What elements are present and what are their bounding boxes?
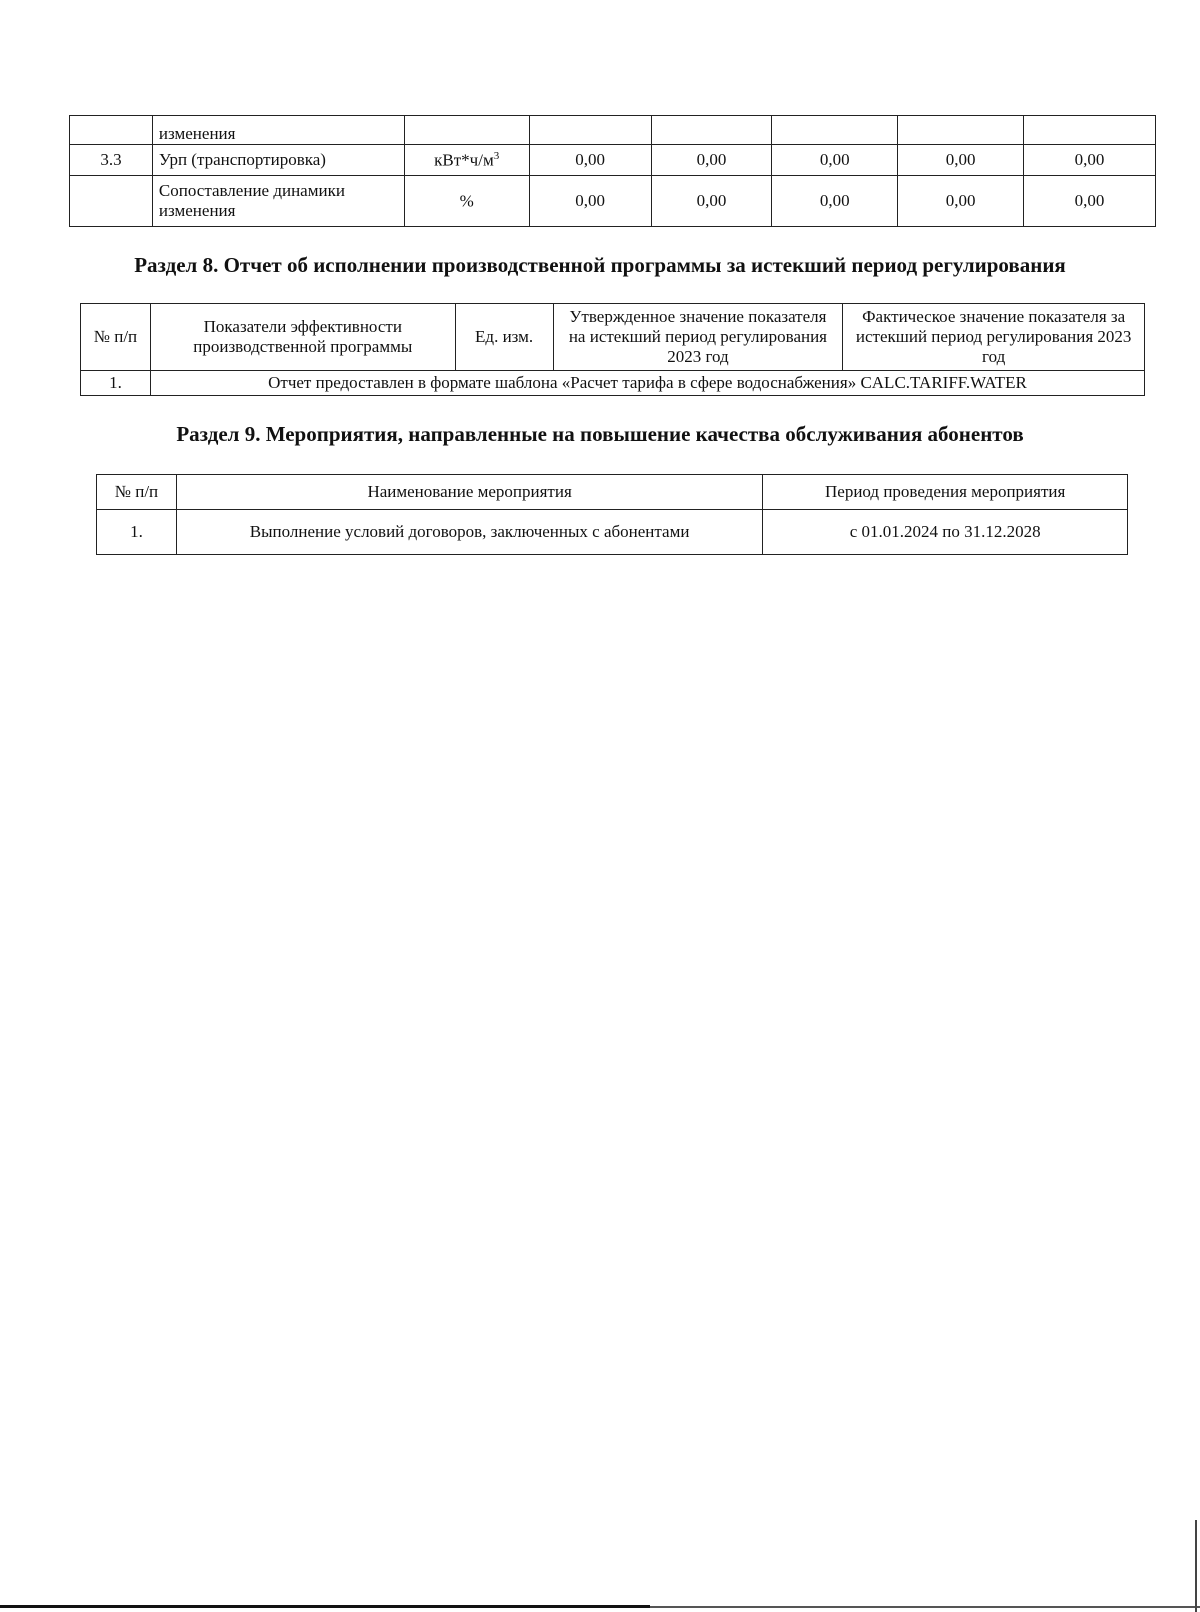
row-number bbox=[70, 116, 153, 145]
value-cell: 0,00 bbox=[898, 176, 1024, 227]
row-number: 1. bbox=[97, 510, 177, 555]
report-note: Отчет предоставлен в формате шаблона «Расчет тарифа в сфере водоснабжения» CALC.TARIFF.WATER bbox=[150, 371, 1144, 396]
measure-period: с 01.01.2024 по 31.12.2028 bbox=[763, 510, 1128, 555]
header-number: № п/п bbox=[97, 475, 177, 510]
table-header-row bbox=[81, 304, 1145, 371]
value-cell: 0,00 bbox=[1024, 145, 1156, 176]
header-unit: Ед. изм. bbox=[455, 304, 553, 371]
indicators-table-continuation bbox=[69, 115, 1156, 227]
table-row bbox=[70, 145, 1156, 176]
indicator-name: Урп (транспортировка) bbox=[152, 145, 404, 176]
value-cell bbox=[898, 116, 1024, 145]
service-quality-measures-table bbox=[96, 474, 1128, 555]
value-cell: 0,00 bbox=[651, 145, 772, 176]
scan-edge-line bbox=[1195, 1520, 1197, 1612]
value-cell: 0,00 bbox=[1024, 176, 1156, 227]
value-cell: 0,00 bbox=[772, 176, 898, 227]
header-measure-name: Наименование мероприятия bbox=[176, 475, 762, 510]
table-row bbox=[81, 371, 1145, 396]
value-cell bbox=[651, 116, 772, 145]
header-actual-value: Фактическое значение показателя за истекший период регулирования 2023 год bbox=[843, 304, 1145, 371]
row-number: 1. bbox=[81, 371, 151, 396]
measure-name: Выполнение условий договоров, заключенных с абонентами bbox=[176, 510, 762, 555]
value-cell: 0,00 bbox=[529, 176, 651, 227]
header-approved-value: Утвержденное значение показателя на истекший период регулирования 2023 год bbox=[553, 304, 843, 371]
unit-cell: % bbox=[404, 176, 529, 227]
production-program-report-table bbox=[80, 303, 1145, 396]
indicator-name: изменения bbox=[152, 116, 404, 145]
value-cell bbox=[1024, 116, 1156, 145]
value-cell: 0,00 bbox=[772, 145, 898, 176]
header-indicators: Показатели эффективности производственной программы bbox=[150, 304, 455, 371]
value-cell: 0,00 bbox=[898, 145, 1024, 176]
row-number bbox=[70, 176, 153, 227]
section-8-title: Раздел 8. Отчет об исполнении производственной программы за истекший период регулирования bbox=[134, 253, 1066, 277]
scan-edge-line bbox=[0, 1605, 650, 1608]
section-9-title: Раздел 9. Мероприятия, направленные на повышение качества обслуживания абонентов bbox=[176, 422, 1024, 446]
header-number: № п/п bbox=[81, 304, 151, 371]
row-number: 3.3 bbox=[70, 145, 153, 176]
value-cell bbox=[772, 116, 898, 145]
header-period: Период проведения мероприятия bbox=[763, 475, 1128, 510]
table-row bbox=[97, 510, 1128, 555]
table-row bbox=[70, 116, 1156, 145]
value-cell: 0,00 bbox=[529, 145, 651, 176]
table-row bbox=[70, 176, 1156, 227]
table-header-row bbox=[97, 475, 1128, 510]
value-cell bbox=[529, 116, 651, 145]
unit-cell bbox=[404, 116, 529, 145]
unit-cell: $кВт*ч/м^3$ bbox=[404, 145, 529, 176]
indicator-name: Сопоставление динамики изменения bbox=[152, 176, 404, 227]
value-cell: 0,00 bbox=[651, 176, 772, 227]
scan-edge-line bbox=[650, 1606, 1200, 1608]
